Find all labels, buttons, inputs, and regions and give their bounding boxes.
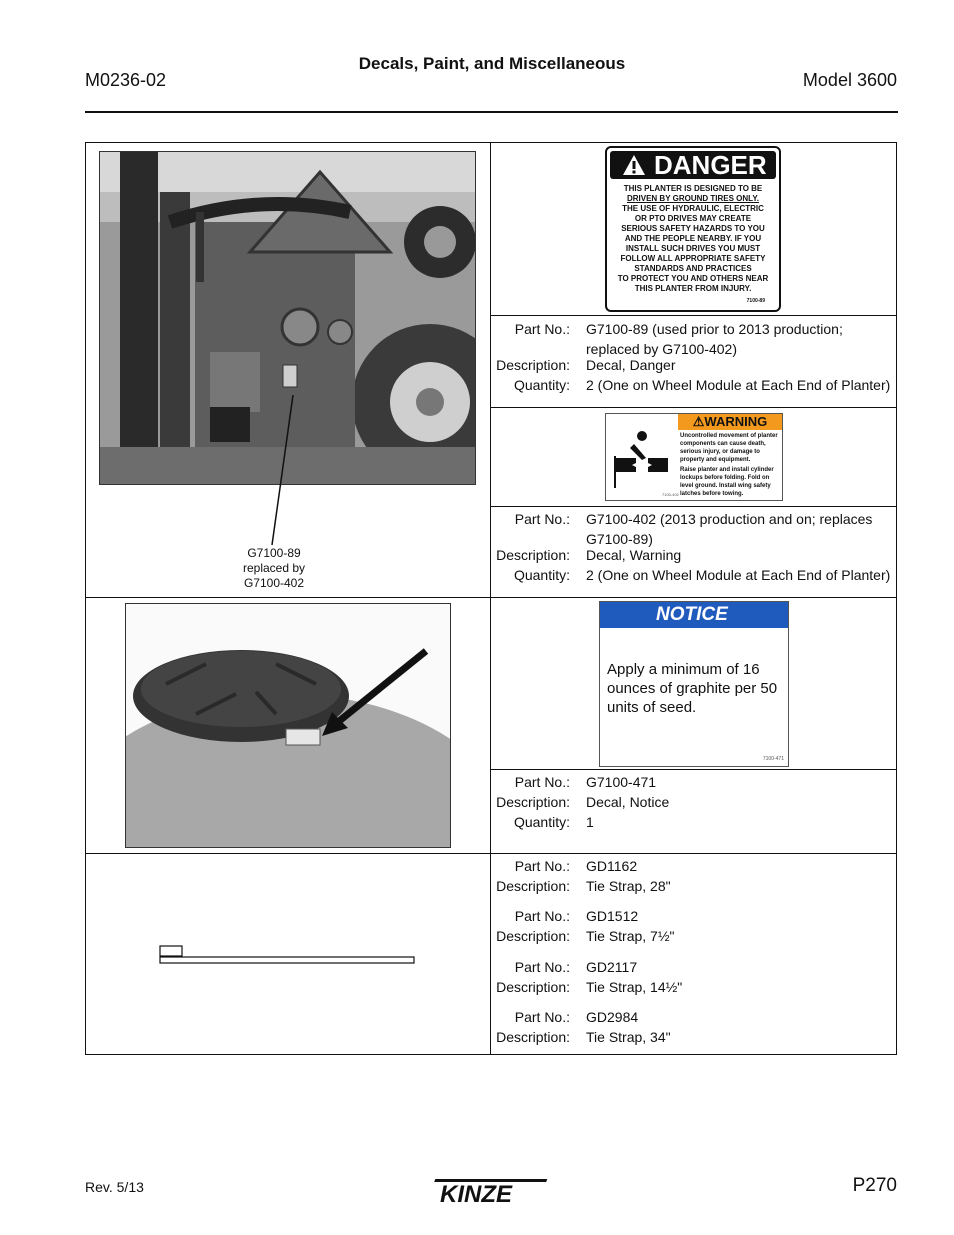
- part-description: Tie Strap, 28": [586, 878, 671, 894]
- decal-code: 7100-402: [662, 492, 679, 497]
- part-description: Decal, Danger: [586, 357, 676, 373]
- danger-decal: [605, 146, 781, 312]
- warning-decal-header: [678, 414, 782, 430]
- tie-strap-illustration: [158, 944, 418, 968]
- seed-hopper-illustration: [126, 604, 450, 847]
- part-description: Tie Strap, 14½": [586, 979, 683, 995]
- part-number: G7100-471: [586, 774, 657, 790]
- warning-triangle-icon: ⚠: [692, 414, 705, 429]
- crush-hazard-icon: [612, 428, 672, 488]
- part-description: Decal, Warning: [586, 547, 682, 563]
- part-quantity: 2 (One on Wheel Module at Each End of Planter): [586, 567, 891, 583]
- part-number: G7100-89 (used prior to 2013 production; replaced by G7100-402): [586, 321, 843, 357]
- decal-code: 7100-89: [746, 298, 765, 304]
- danger-decal-text: THIS PLANTER IS DESIGNED TO BE DRIVEN BY GROUND TIRES ONLY. THE USE OF HYDRAULIC, ELECTRIC OR PTO DRIVES MAY CREATE SERIOUS SAFETY HAZARDS TO YOU AND THE PEOPLE NEARBY. IF YOU INSTALL SUCH DRIVES YOU MUST FOLLOW ALL APPROPRIATE SAFETY STANDARDS AND PRACTICES TO PROTECT YOU AND OTHERS NEAR THIS PLANTER FROM INJURY.: [617, 184, 769, 293]
- warning-decal: [605, 413, 783, 501]
- part-description: Decal, Notice: [586, 794, 670, 810]
- decal-code: 7100-471: [762, 756, 784, 762]
- part-description: Tie Strap, 34": [586, 1029, 671, 1045]
- warning-triangle-icon: [622, 154, 646, 176]
- part-description: Tie Strap, 7½": [586, 928, 675, 944]
- danger-decal-header: [610, 151, 776, 179]
- warning-heading: WARNING: [704, 414, 768, 429]
- part-number: GD1162: [586, 858, 638, 874]
- page-number: P270: [852, 1175, 897, 1196]
- page-title: Decals, Paint, and Miscellaneous: [358, 54, 626, 73]
- seed-hopper-photo: [125, 603, 451, 848]
- callout-label: G7100-89 replaced by G7100-402: [242, 546, 306, 590]
- kinze-logo-mark: [432, 1177, 552, 1207]
- model-name: Model 3600: [802, 70, 897, 90]
- svg-text:KINZE: KINZE: [440, 1181, 512, 1207]
- notice-decal-text: Apply a minimum of 16 ounces of graphite per 50 units of seed.: [607, 661, 778, 716]
- kinze-logo: [432, 1177, 552, 1212]
- document-number: M0236-02: [85, 70, 167, 90]
- revision-date: Rev. 5/13: [85, 1179, 144, 1195]
- part-quantity: 2 (One on Wheel Module at Each End of Planter): [586, 377, 891, 393]
- part-number: GD2117: [586, 959, 638, 975]
- warning-decal-text: Uncontrolled movement of planter components can cause death, serious injury, or damage to property and equipment. Raise planter and install cylinder lockups before folding. Fold on level ground. Install wing safety latches before towing.: [680, 433, 778, 497]
- part-number: GD2984: [586, 1009, 639, 1025]
- notice-heading: NOTICE: [600, 602, 788, 628]
- part-number: GD1512: [586, 908, 639, 924]
- notice-decal: [599, 601, 789, 767]
- part-number: G7100-402 (2013 production and on; replaces G7100-89): [586, 511, 873, 547]
- danger-heading: DANGER: [654, 150, 767, 180]
- part-quantity: 1: [586, 814, 594, 830]
